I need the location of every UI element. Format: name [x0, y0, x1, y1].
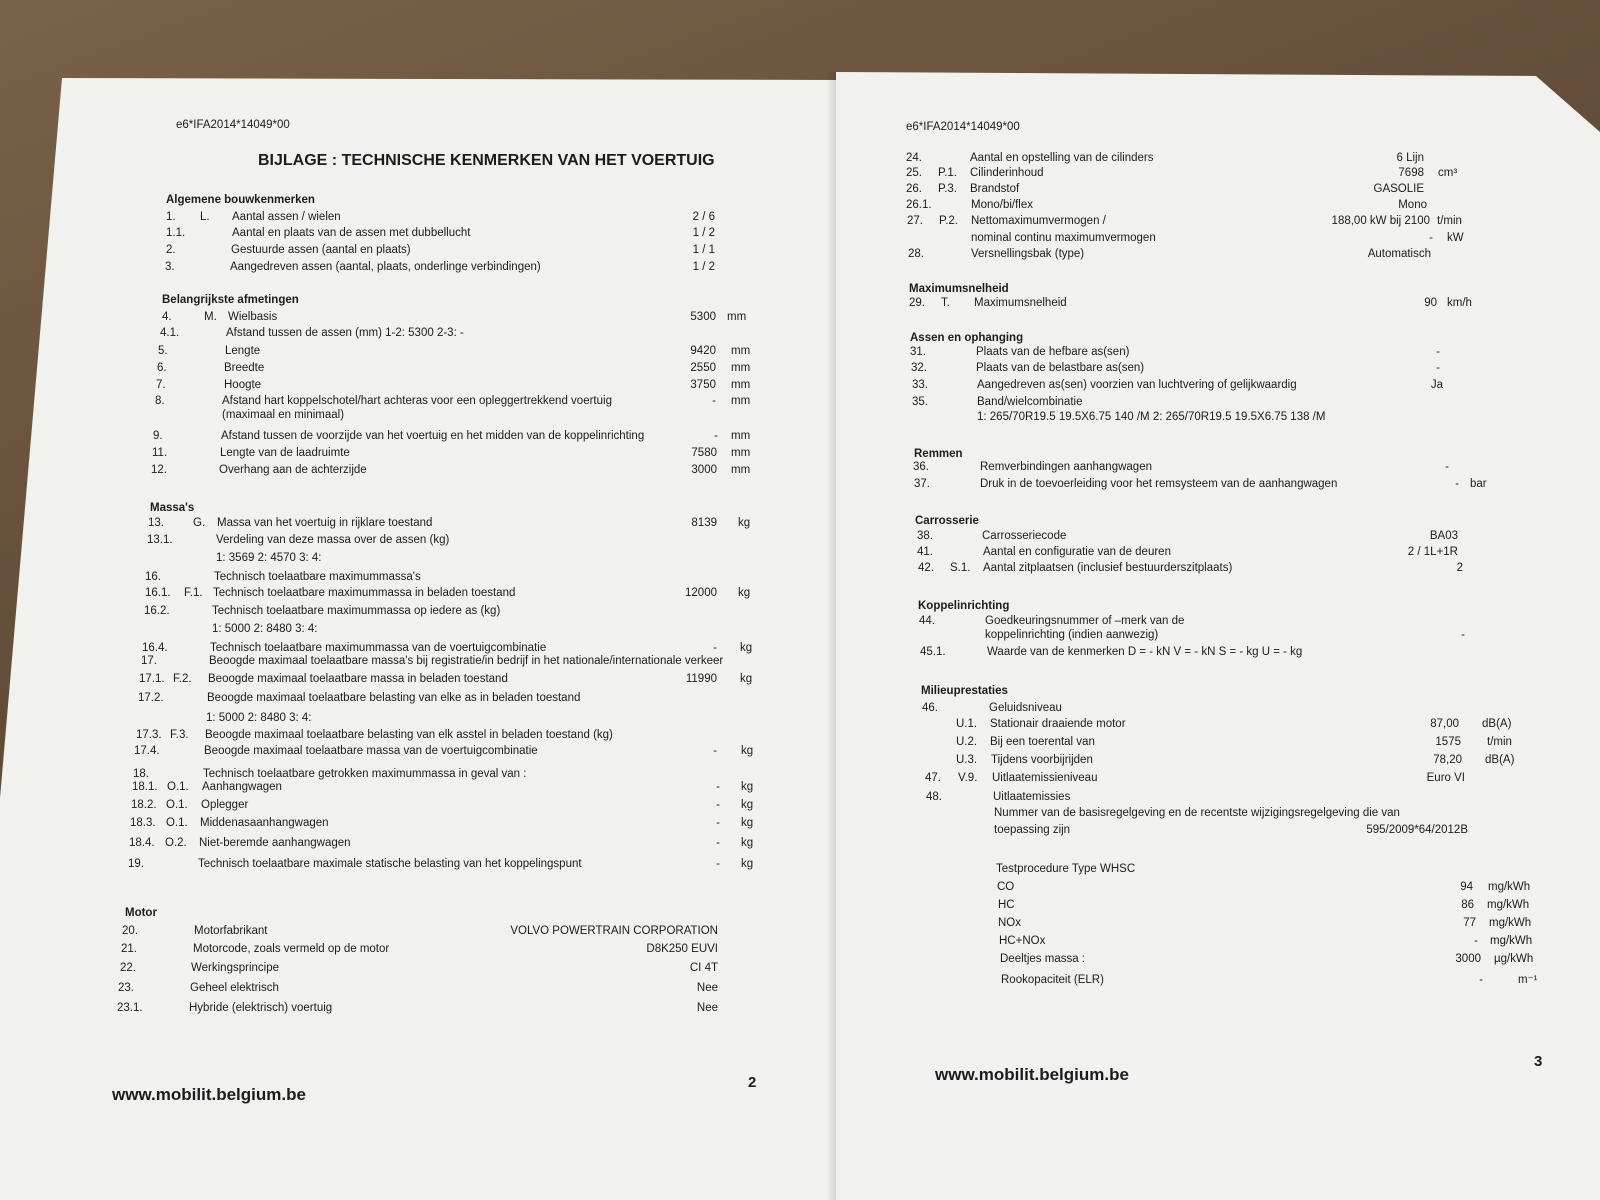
row-unit: mm [731, 395, 751, 407]
row-value: 188,00 kW bij 2100 [1331, 215, 1430, 227]
row-unit: dB(A) [1485, 754, 1515, 766]
row-code: P.3. [938, 183, 957, 195]
row-code: O.1. [166, 799, 188, 811]
row-number: 37. [914, 478, 930, 490]
approval-code: e6*IFA2014*14049*00 [906, 121, 1020, 133]
row-value: - [716, 781, 720, 793]
row-code: L. [200, 211, 210, 223]
row-value: 3750 [690, 379, 716, 391]
row-number: 4. [162, 311, 172, 323]
row-value: 1 / 2 [692, 227, 715, 239]
section-heading-general: Algemene bouwkenmerken [166, 194, 315, 206]
row-label: nominal continu maximumvermogen [971, 232, 1156, 244]
row-unit: mm [731, 430, 751, 442]
row-number: 16.1. [145, 587, 171, 599]
row-label: Technisch toelaatbare maximummassa op iedere as (kg) [212, 605, 501, 617]
row-value: - [716, 817, 720, 829]
row-label: Beoogde maximaal toelaatbare massa van de voertuigcombinatie [204, 745, 538, 757]
row-code: G. [193, 517, 206, 529]
row-value: 7698 [1398, 167, 1424, 179]
row-label: Geheel elektrisch [190, 982, 279, 994]
row-value: VOLVO POWERTRAIN CORPORATION [510, 925, 718, 937]
row-label: Carrosseriecode [982, 530, 1067, 542]
row-unit: kW [1447, 232, 1464, 244]
row-number: 31. [910, 346, 926, 358]
row-value: 9420 [690, 345, 716, 357]
row-value: - [712, 395, 716, 407]
row-unit: mm [731, 362, 751, 374]
row-value: 1575 [1435, 736, 1461, 748]
row-number: 8. [155, 395, 165, 407]
row-label: Plaats van de belastbare as(sen) [976, 362, 1145, 374]
row-number: 9. [153, 430, 163, 442]
row-code: U.3. [956, 754, 978, 766]
row-label: Geluidsniveau [989, 702, 1062, 714]
row-label: Band/wielcombinatie [977, 396, 1083, 408]
row-number: 19. [128, 858, 144, 870]
approval-code: e6*IFA2014*14049*00 [176, 119, 290, 131]
row-number: 26.1. [906, 199, 932, 211]
row-code: U.1. [956, 718, 978, 730]
row-unit: kg [741, 837, 754, 849]
section-heading-brakes: Remmen [914, 448, 963, 460]
row-label: Motorcode, zoals vermeld op de motor [193, 943, 390, 955]
row-label: Testprocedure Type WHSC [996, 863, 1136, 875]
row-label: Waarde van de kenmerken D = - kN V = - kN S = - kg U = - kg [987, 646, 1303, 658]
row-number: 16.4. [142, 642, 168, 654]
row-code: M. [204, 311, 217, 323]
row-label: Gestuurde assen (aantal en plaats) [231, 244, 411, 256]
row-label: Wielbasis [228, 311, 278, 323]
row-label: 1: 3569 2: 4570 3: 4: [216, 552, 322, 564]
row-number: 47. [925, 772, 941, 784]
row-label: Verdeling van deze massa over de assen (kg) [216, 534, 450, 546]
row-label: Nettomaximumvermogen / [971, 215, 1106, 227]
row-value: Automatisch [1367, 248, 1431, 260]
row-label: Plaats van de hefbare as(sen) [976, 346, 1130, 358]
row-label: Beoogde maximaal toelaatbare massa's bij registratie/in bedrijf in het nationale/internationale verkeer [209, 655, 724, 667]
row-number: 27. [907, 215, 923, 227]
row-label: Tijdens voorbijrijden [991, 754, 1093, 766]
row-label: Uitlaatemissieniveau [992, 772, 1098, 784]
row-label: Beoogde maximaal toelaatbare belasting van elke as in beladen toestand [207, 692, 581, 704]
row-unit: mm [727, 311, 747, 323]
row-unit: m⁻¹ [1518, 974, 1538, 986]
row-value: 8139 [691, 517, 717, 529]
row-unit: mm [731, 345, 751, 357]
row-number: 20. [122, 925, 138, 937]
row-label: 1: 5000 2: 8480 3: 4: [212, 623, 318, 635]
row-label: Versnellingsbak (type) [971, 248, 1085, 260]
row-label: Middenasaanhangwagen [200, 817, 329, 829]
row-code: V.9. [958, 772, 978, 784]
row-number: 36. [913, 461, 929, 473]
row-unit: kg [741, 781, 754, 793]
row-unit: kg [741, 858, 754, 870]
section-heading-axles: Assen en ophanging [910, 332, 1024, 344]
row-value: 87,00 [1430, 718, 1459, 730]
row-value: 12000 [685, 587, 717, 599]
row-number: 17.2. [138, 692, 164, 704]
row-number: 38. [917, 530, 933, 542]
row-label: Nummer van de basisregelgeving en de recentste wijzigingsregelgeving die van [994, 807, 1400, 819]
row-code: P.2. [939, 215, 958, 227]
row-unit: mm [731, 379, 751, 391]
row-code: T. [941, 297, 950, 309]
row-label: Aangedreven assen (aantal, plaats, onderlinge verbindingen) [230, 261, 541, 273]
row-label: Hybride (elektrisch) voertuig [189, 1002, 333, 1014]
row-value: Euro VI [1426, 772, 1465, 784]
row-number: 48. [926, 791, 942, 803]
row-value: 90 [1424, 297, 1437, 309]
row-value: - [1461, 629, 1465, 641]
row-label: Afstand hart koppelschotel/hart achteras voor een opleggertrekkend voertuig [222, 395, 612, 407]
section-heading-dimensions: Belangrijkste afmetingen [162, 294, 299, 306]
row-unit: mm [731, 464, 751, 476]
row-label: Aantal assen / wielen [232, 211, 341, 223]
row-number: 45.1. [920, 646, 946, 658]
row-value: 3000 [691, 464, 717, 476]
footer-website: www.mobilit.belgium.be [935, 1065, 1129, 1084]
row-value: 2 [1456, 562, 1463, 574]
row-value: GASOLIE [1373, 183, 1424, 195]
row-value: 3000 [1455, 953, 1481, 965]
row-unit: cm³ [1438, 167, 1458, 179]
row-number: 18.2. [131, 799, 157, 811]
row-label: Cilinderinhoud [970, 167, 1044, 179]
row-value: 2550 [690, 362, 716, 374]
row-value: 78,20 [1433, 754, 1462, 766]
row-number: 4.1. [160, 327, 180, 339]
row-number: 42. [918, 562, 934, 574]
row-number: 46. [922, 702, 938, 714]
row-unit: dB(A) [1482, 718, 1512, 730]
row-number: 18.3. [130, 817, 156, 829]
row-label: Technisch toelaatbare maximummassa van de voertuigcombinatie [210, 642, 547, 654]
row-number: 2. [166, 244, 176, 256]
row-unit: kg [741, 817, 754, 829]
row-number: 41. [917, 546, 933, 558]
row-code: U.2. [956, 736, 978, 748]
row-value: CI 4T [689, 962, 718, 974]
row-label: Hoogte [224, 379, 262, 391]
section-heading-engine: Motor [125, 907, 157, 919]
row-label: Aantal zitplaatsen (inclusief bestuurderszitplaats) [983, 562, 1233, 574]
row-value: 5300 [690, 311, 716, 323]
row-label: (maximaal en minimaal) [222, 409, 345, 421]
row-label: Afstand tussen de voorzijde van het voertuig en het midden van de koppelinrichting [221, 430, 645, 442]
row-value: - [1474, 935, 1478, 947]
row-label: Technisch toelaatbare maximummassa in beladen toestand [213, 587, 516, 599]
row-number: 28. [908, 248, 924, 260]
row-label: koppelinrichting (indien aanwezig) [985, 629, 1159, 641]
row-value: 2 / 6 [692, 211, 715, 223]
row-code: P.1. [938, 167, 957, 179]
row-unit: µg/kWh [1494, 953, 1534, 965]
row-label: Motorfabrikant [194, 925, 268, 937]
row-label: 1: 5000 2: 8480 3: 4: [206, 712, 312, 724]
row-value: 77 [1463, 917, 1476, 929]
row-value: Nee [696, 982, 718, 994]
row-code: S.1. [950, 562, 971, 574]
row-value: - [1479, 974, 1483, 986]
row-code: F.1. [184, 587, 203, 599]
row-value: 2 / 1L+1R [1407, 546, 1458, 558]
row-value: - [716, 799, 720, 811]
row-number: 26. [906, 183, 922, 195]
row-value: 1 / 1 [692, 244, 715, 256]
row-number: 29. [909, 297, 925, 309]
row-number: 6. [157, 362, 167, 374]
row-value: - [713, 745, 717, 757]
footer-website: www.mobilit.belgium.be [112, 1085, 306, 1104]
row-number: 44. [919, 615, 935, 627]
row-label: Overhang aan de achterzijde [219, 464, 367, 476]
row-number: 7. [156, 379, 166, 391]
row-code: F.2. [173, 673, 192, 685]
row-value: BA03 [1429, 530, 1458, 542]
row-label: Druk in de toevoerleiding voor het remsysteem van de aanhangwagen [980, 478, 1338, 490]
section-heading-coupling: Koppelinrichting [918, 600, 1010, 612]
row-number: 18.4. [129, 837, 155, 849]
section-heading-body: Carrosserie [915, 515, 979, 527]
row-number: 23. [118, 982, 134, 994]
row-value: - [1445, 461, 1449, 473]
row-label: Werkingsprincipe [191, 962, 279, 974]
row-label: Afstand tussen de assen (mm) 1-2: 5300 2-3: - [226, 327, 464, 339]
row-label: Goedkeuringsnummer of –merk van de [985, 615, 1185, 627]
row-value: - [1455, 478, 1459, 490]
row-value: D8K250 EUVI [646, 943, 718, 955]
row-number: 21. [121, 943, 137, 955]
row-label: Rookopaciteit (ELR) [1001, 974, 1104, 986]
row-number: 17.3. [136, 729, 162, 741]
row-number: 18.1. [132, 781, 158, 793]
section-heading-environment: Milieuprestaties [921, 685, 1008, 697]
row-number: 5. [158, 345, 168, 357]
row-value: - [1429, 232, 1433, 244]
row-unit: kg [740, 642, 753, 654]
row-label: Technisch toelaatbare getrokken maximummassa in geval van : [203, 768, 527, 780]
row-label: Massa van het voertuig in rijklare toestand [217, 517, 433, 529]
row-label: Maximumsnelheid [974, 297, 1067, 309]
row-value: - [714, 430, 718, 442]
row-unit: mg/kWh [1490, 935, 1533, 947]
row-value: Ja [1430, 379, 1443, 391]
row-unit: kg [738, 517, 751, 529]
row-value: 595/2009*64/2012B [1366, 824, 1468, 836]
row-number: 33. [912, 379, 928, 391]
row-label: Beoogde maximaal toelaatbare massa in beladen toestand [208, 673, 508, 685]
row-value: - [713, 642, 717, 654]
row-label: toepassing zijn [994, 824, 1071, 836]
row-unit: kg [738, 587, 751, 599]
row-label: Brandstof [970, 183, 1020, 195]
row-code: O.2. [165, 837, 187, 849]
row-label: Lengte van de laadruimte [220, 447, 350, 459]
row-number: 35. [912, 396, 928, 408]
row-unit: kg [740, 673, 753, 685]
row-unit: bar [1470, 478, 1487, 490]
row-number: 23.1. [117, 1002, 143, 1014]
row-label: Technisch toelaatbare maximummassa's [214, 571, 421, 583]
row-unit: kg [741, 799, 754, 811]
row-value: - [1436, 346, 1440, 358]
row-label: NOx [998, 917, 1021, 929]
section-heading-speed: Maximumsnelheid [909, 283, 1009, 295]
row-value: 11990 [685, 673, 717, 685]
row-number: 22. [120, 962, 136, 974]
row-value: 6 Lijn [1396, 152, 1424, 164]
row-number: 17.4. [134, 745, 160, 757]
row-unit: mg/kWh [1489, 917, 1532, 929]
row-value: 86 [1461, 899, 1474, 911]
row-label: Oplegger [201, 799, 249, 811]
row-label: HC [998, 899, 1015, 911]
row-label: Breedte [224, 362, 265, 374]
row-unit: mg/kWh [1487, 899, 1530, 911]
row-unit: mm [731, 447, 751, 459]
row-value: - [716, 858, 720, 870]
row-label: Mono/bi/flex [971, 199, 1034, 211]
row-label: Uitlaatemissies [993, 791, 1071, 803]
row-label: Bij een toerental van [990, 736, 1095, 748]
row-label: Lengte [225, 345, 261, 357]
row-label: Niet-beremde aanhangwagen [199, 837, 351, 849]
row-value: 7580 [691, 447, 717, 459]
row-label: Remverbindingen aanhangwagen [980, 461, 1152, 473]
row-value: 1 / 2 [692, 261, 715, 273]
row-unit: km/h [1447, 297, 1472, 309]
row-label: Deeltjes massa : [1000, 953, 1086, 965]
row-number: 24. [906, 152, 922, 164]
row-code: F.3. [170, 729, 189, 741]
row-value: Nee [696, 1002, 718, 1014]
row-code: O.1. [167, 781, 189, 793]
row-label: Aanhangwagen [202, 781, 282, 793]
row-unit: t/min [1437, 215, 1462, 227]
page-title: BIJLAGE : TECHNISCHE KENMERKEN VAN HET VOERTUIG [258, 152, 715, 169]
page-number: 3 [1534, 1053, 1543, 1070]
document-page-right [836, 72, 1600, 1200]
page-number: 2 [748, 1074, 757, 1091]
row-label: Beoogde maximaal toelaatbare belasting van elk asstel in beladen toestand (kg) [205, 729, 613, 741]
row-number: 12. [151, 464, 167, 476]
row-label: Aantal en opstelling van de cilinders [970, 152, 1154, 164]
row-number: 13.1. [147, 534, 173, 546]
row-label: HC+NOx [999, 935, 1046, 947]
row-unit: mg/kWh [1488, 881, 1531, 893]
row-label: Stationair draaiende motor [990, 718, 1126, 730]
row-value: Mono [1398, 199, 1427, 211]
row-label: Technisch toelaatbare maximale statische belasting van het koppelingspunt [198, 858, 582, 870]
row-value: - [1436, 362, 1440, 374]
row-number: 11. [152, 447, 168, 459]
row-label: Aantal en plaats van de assen met dubbellucht [232, 227, 471, 239]
row-label: CO [997, 881, 1015, 893]
row-number: 17.1. [139, 673, 165, 685]
row-number: 13. [148, 517, 164, 529]
row-label: 1: 265/70R19.5 19.5X6.75 140 /M 2: 265/70R19.5 19.5X6.75 138 /M [977, 411, 1326, 423]
row-label: Aantal en configuratie van de deuren [983, 546, 1171, 558]
row-number: 1. [166, 211, 176, 223]
row-unit: t/min [1487, 736, 1512, 748]
row-label: Aangedreven as(sen) voorzien van luchtvering of gelijkwaardig [977, 379, 1297, 391]
row-number: 16.2. [144, 605, 170, 617]
row-value: 94 [1460, 881, 1473, 893]
row-unit: kg [741, 745, 754, 757]
section-heading-mass: Massa's [150, 502, 195, 514]
row-number: 18. [133, 768, 149, 780]
row-value: - [716, 837, 720, 849]
row-number: 16. [145, 571, 161, 583]
row-number: 1.1. [166, 227, 186, 239]
row-number: 3. [165, 261, 175, 273]
row-number: 25. [906, 167, 922, 179]
row-number: 32. [911, 362, 927, 374]
row-code: O.1. [166, 817, 188, 829]
row-number: 17. [141, 655, 157, 667]
